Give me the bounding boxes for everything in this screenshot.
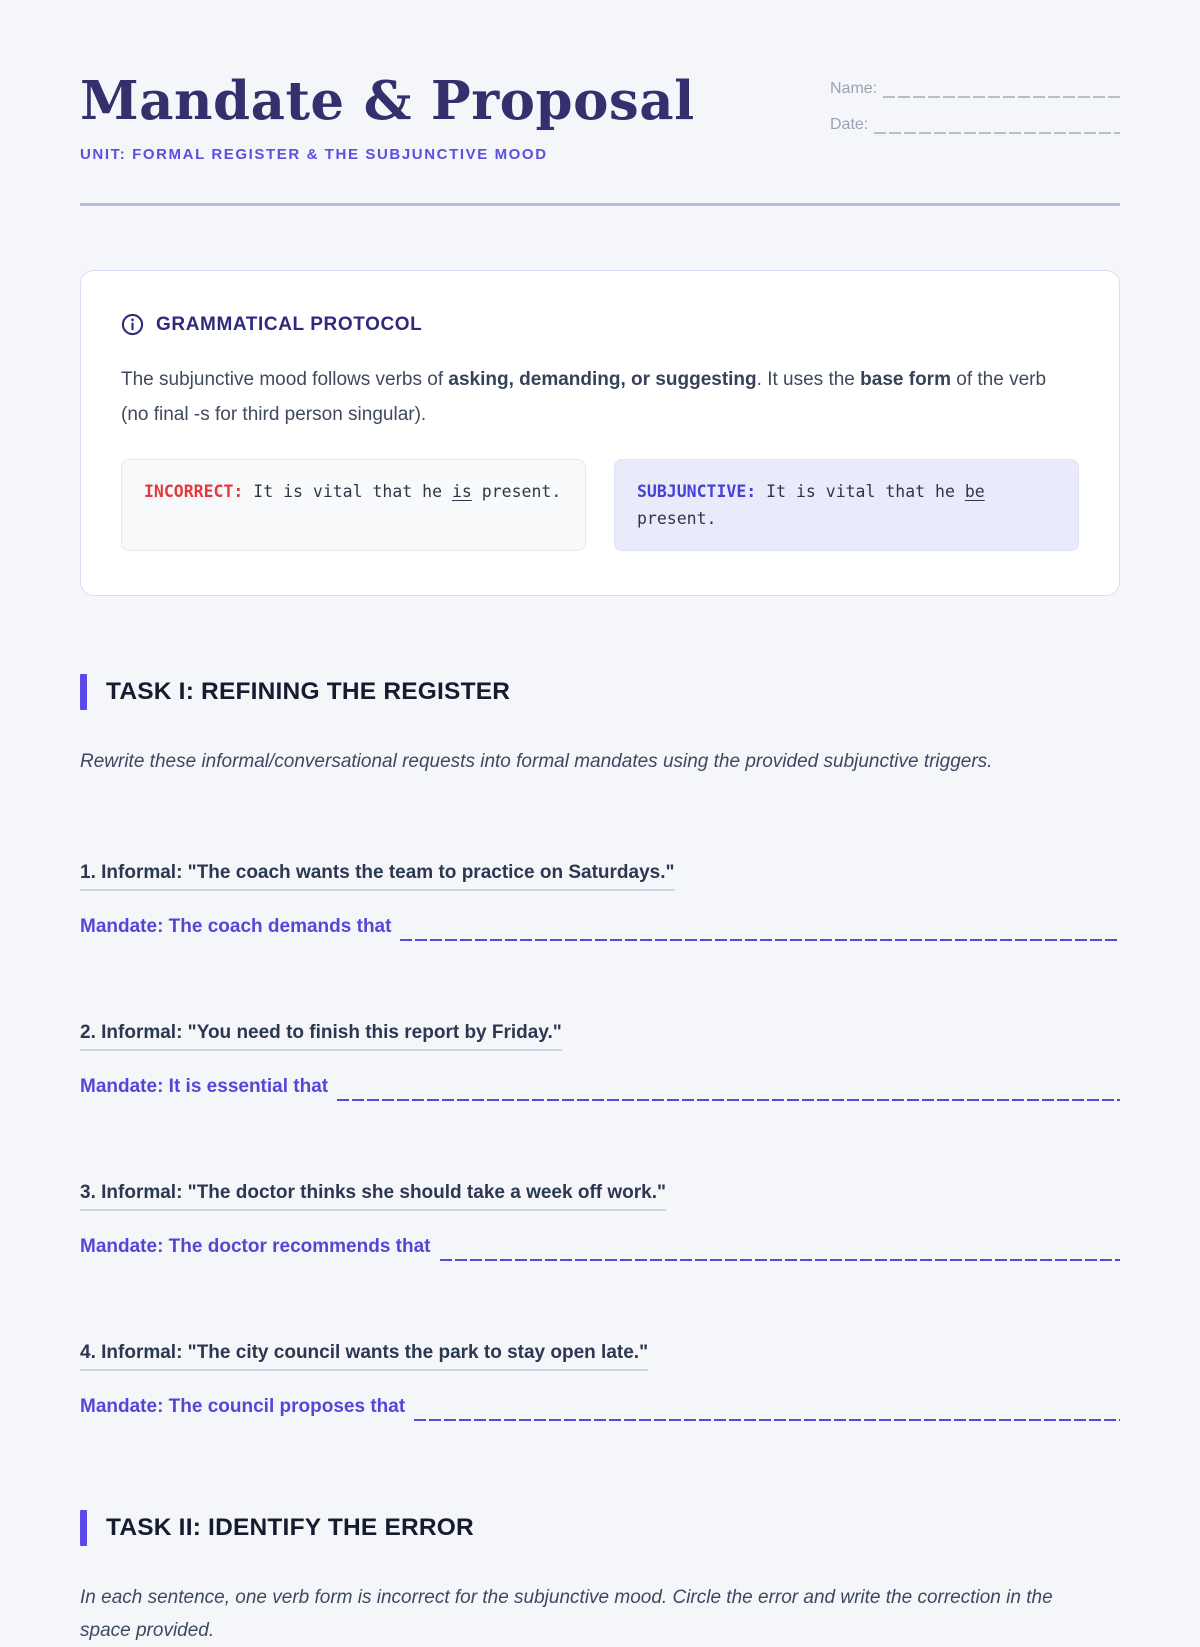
subjunctive-label: SUBJUNCTIVE:: [637, 481, 757, 501]
task-1-heading-row: [80, 674, 1120, 710]
task-2-section: [80, 1510, 1120, 1647]
task-1-item-2: [80, 1022, 1120, 1098]
task-1-heading: TASK I: REFINING THE REGISTER: [106, 678, 511, 706]
incorrect-text: It is vital that he: [243, 481, 452, 501]
task-2-instructions: In each sentence, one verb form is incorrect for the subjunctive mood. Circle the error and write the correction in the space provided.: [80, 1587, 1053, 1641]
header: [80, 0, 1120, 163]
protocol-heading: [121, 313, 1079, 336]
task-1-accent-bar: [80, 674, 87, 710]
mandate-row-3: [80, 1236, 1120, 1258]
subjunctive-example-card: [614, 459, 1079, 551]
name-row: [830, 80, 1120, 98]
mandate-blank-4[interactable]: [414, 1404, 1120, 1422]
incorrect-example-card: [121, 459, 586, 551]
date-row: [830, 116, 1120, 134]
informal-sentence-1-text: 1. Informal: "The coach wants the team to practice on Saturdays.": [80, 862, 675, 891]
mandate-blank-3[interactable]: [440, 1244, 1121, 1262]
informal-sentence-4-text: 4. Informal: "The city council wants the park to stay open late.": [80, 1342, 648, 1371]
task-1-item-1: [80, 862, 1120, 938]
protocol-text-3: of the verb (no final -s for third person singular).: [121, 369, 1047, 426]
protocol-bold-2: base form: [860, 369, 951, 391]
mandate-row-1: [80, 916, 1120, 938]
protocol-text-1: The subjunctive mood follows verbs of: [121, 369, 449, 391]
incorrect-label: INCORRECT:: [144, 481, 244, 501]
page-title: Mandate & Proposal: [80, 70, 695, 132]
mandate-stem-2: Mandate: It is essential that: [80, 1076, 329, 1098]
task-2-heading-row: [80, 1510, 1120, 1546]
mandate-stem-3: Mandate: The doctor recommends that: [80, 1236, 431, 1258]
mandate-row-2: [80, 1076, 1120, 1098]
page-subtitle: UNIT: FORMAL REGISTER & THE SUBJUNCTIVE MOOD: [80, 146, 548, 164]
mandate-stem-1: Mandate: The coach demands that: [80, 916, 392, 938]
informal-sentence-4: [80, 1342, 1120, 1364]
name-label: Name:: [830, 80, 878, 97]
informal-sentence-3-text: 3. Informal: "The doctor thinks she should take a week off work.": [80, 1182, 666, 1211]
informal-sentence-3: [80, 1182, 1120, 1204]
task-1-instructions: Rewrite these informal/conversational requests into formal mandates using the provided subjunctive triggers.: [80, 751, 993, 773]
example-cards: [121, 459, 1079, 551]
task-2-heading: TASK II: IDENTIFY THE ERROR: [106, 1514, 474, 1542]
header-divider: [80, 203, 1120, 206]
incorrect-underlined-word: is: [451, 481, 472, 501]
protocol-heading-text: GRAMMATICAL PROTOCOL: [156, 313, 423, 335]
incorrect-text-end: present.: [471, 481, 562, 501]
date-label: Date:: [830, 116, 869, 133]
mandate-row-4: [80, 1396, 1120, 1418]
task-1-item-4: [80, 1342, 1120, 1418]
protocol-text-2: . It uses the: [756, 369, 861, 391]
title-block: [80, 72, 695, 163]
name-date-block: [830, 80, 1120, 152]
info-icon: [121, 313, 144, 336]
task-1-section: [80, 674, 1120, 1418]
informal-sentence-2-text: 2. Informal: "You need to finish this report by Friday.": [80, 1022, 562, 1051]
name-input-line[interactable]: [883, 80, 1120, 98]
protocol-bold-1: asking, demanding, or suggesting: [448, 369, 757, 391]
task-1-item-3: [80, 1182, 1120, 1258]
mandate-blank-1[interactable]: [400, 924, 1120, 942]
protocol-body: [121, 362, 1061, 432]
informal-sentence-2: [80, 1022, 1120, 1044]
subjunctive-text-end: present.: [637, 508, 717, 528]
informal-sentence-1: [80, 862, 1120, 884]
subjunctive-underlined-word: be: [964, 481, 985, 501]
date-input-line[interactable]: [874, 116, 1120, 134]
mandate-blank-2[interactable]: [337, 1084, 1120, 1102]
grammatical-protocol-box: [80, 270, 1120, 596]
mandate-stem-4: Mandate: The council proposes that: [80, 1396, 406, 1418]
subjunctive-text: It is vital that he: [756, 481, 965, 501]
task-2-accent-bar: [80, 1510, 87, 1546]
